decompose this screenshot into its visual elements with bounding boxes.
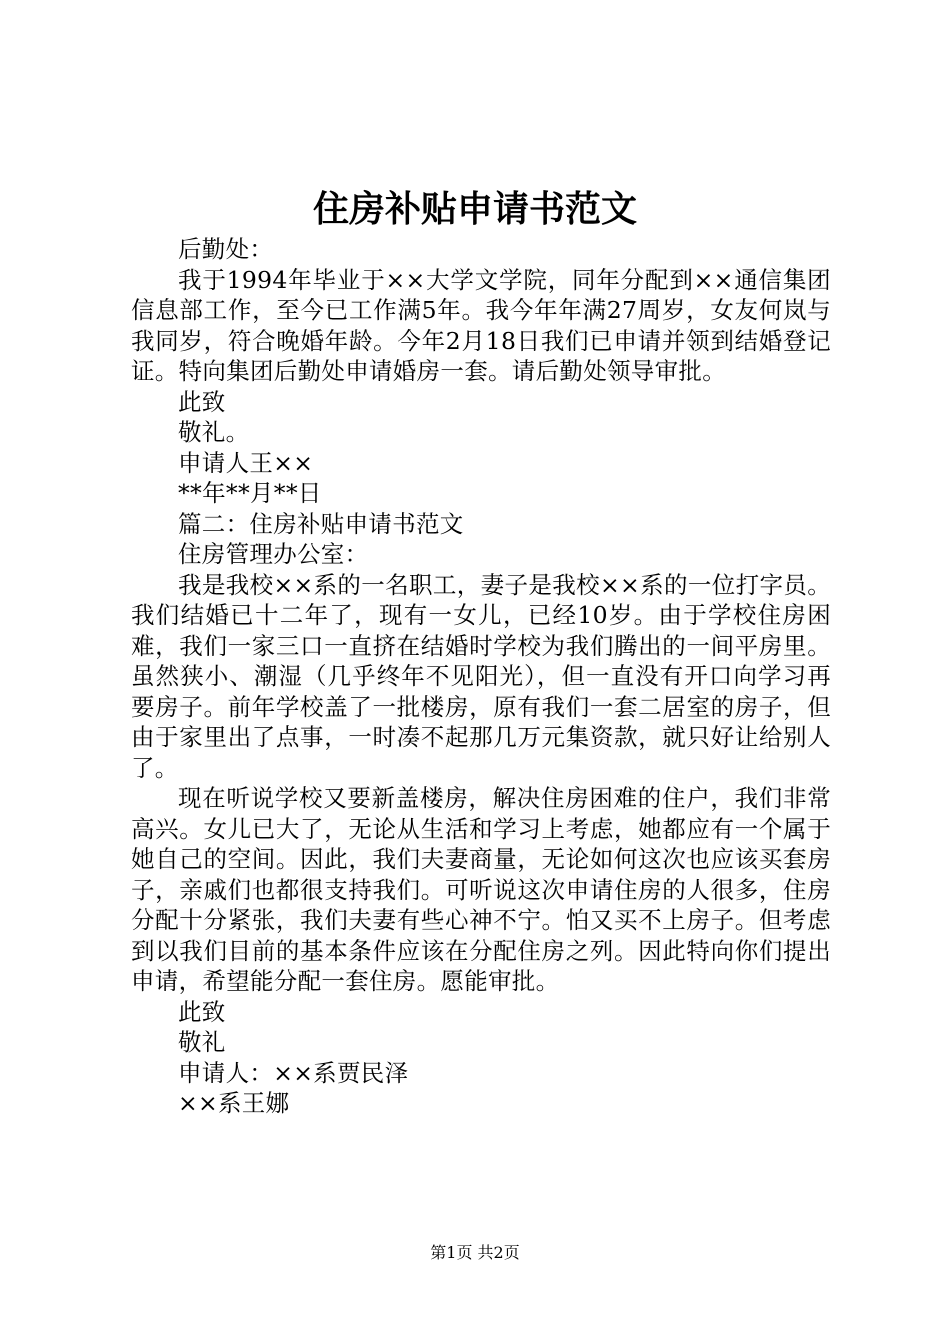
application-paragraph: 我于1994年毕业于××大学文学院，同年分配到××通信集团信息部工作，至今已工作满5年。我今年年满27周岁，女友何岚与我同岁，符合晚婚年龄。今年2月18日我们已申请并领到结婚登记证。特向集团后勤处申请婚房一套。请后勤处领导审批。	[131, 265, 831, 385]
salutation: 后勤处：	[178, 235, 274, 263]
closing-cizhi: 此致	[178, 387, 226, 416]
section-two-heading: 篇二：住房补贴申请书范文	[178, 509, 464, 538]
page-footer: 第1页 共2页	[430, 1243, 520, 1262]
body-paragraph-one: 我是我校××系的一名职工，妻子是我校××系的一位打字员。我们结婚已十二年了，现有一女儿，已经10岁。由于学校住房困难，我们一家三口一直挤在结婚时学校为我们腾出的一间平房里。虽然狭小、潮湿（几乎终年不见阳光），但一直没有开口向学习再要房子。前年学校盖了一批楼房，原有我们一套二居室的房子，但由于家里出了点事，一时凑不起那几万元集资款，就只好让给别人了。	[131, 570, 831, 782]
closing-cizhi-two: 此致	[178, 997, 226, 1026]
document-title: 住房补贴申请书范文	[312, 188, 637, 230]
salutation-two: 住房管理办公室：	[178, 540, 369, 568]
applicant-name: 申请人王××	[178, 448, 314, 477]
application-date: **年**月**日	[178, 479, 322, 507]
applicant-two: ××系王娜	[178, 1089, 290, 1117]
closing-jingli: 敬礼。	[178, 418, 250, 446]
closing-jingli-two: 敬礼	[178, 1028, 226, 1056]
document-body	[131, 234, 831, 1119]
body-paragraph-two: 现在听说学校又要新盖楼房，解决住房困难的住户，我们非常高兴。女儿已大了，无论从生活和学习上考虑，她都应有一个属于她自己的空间。因此，我们夫妻商量，无论如何这次也应该买套房子，亲戚们也都很支持我们。可听说这次申请住房的人很多，住房分配十分紧张，我们夫妻有些心神不宁。怕又买不上房子。但考虑到以我们目前的基本条件应该在分配住房之列。因此特向你们提出申请，希望能分配一套住房。愿能审批。	[131, 784, 831, 995]
applicant-one: 申请人：××系贾民泽	[178, 1058, 409, 1087]
